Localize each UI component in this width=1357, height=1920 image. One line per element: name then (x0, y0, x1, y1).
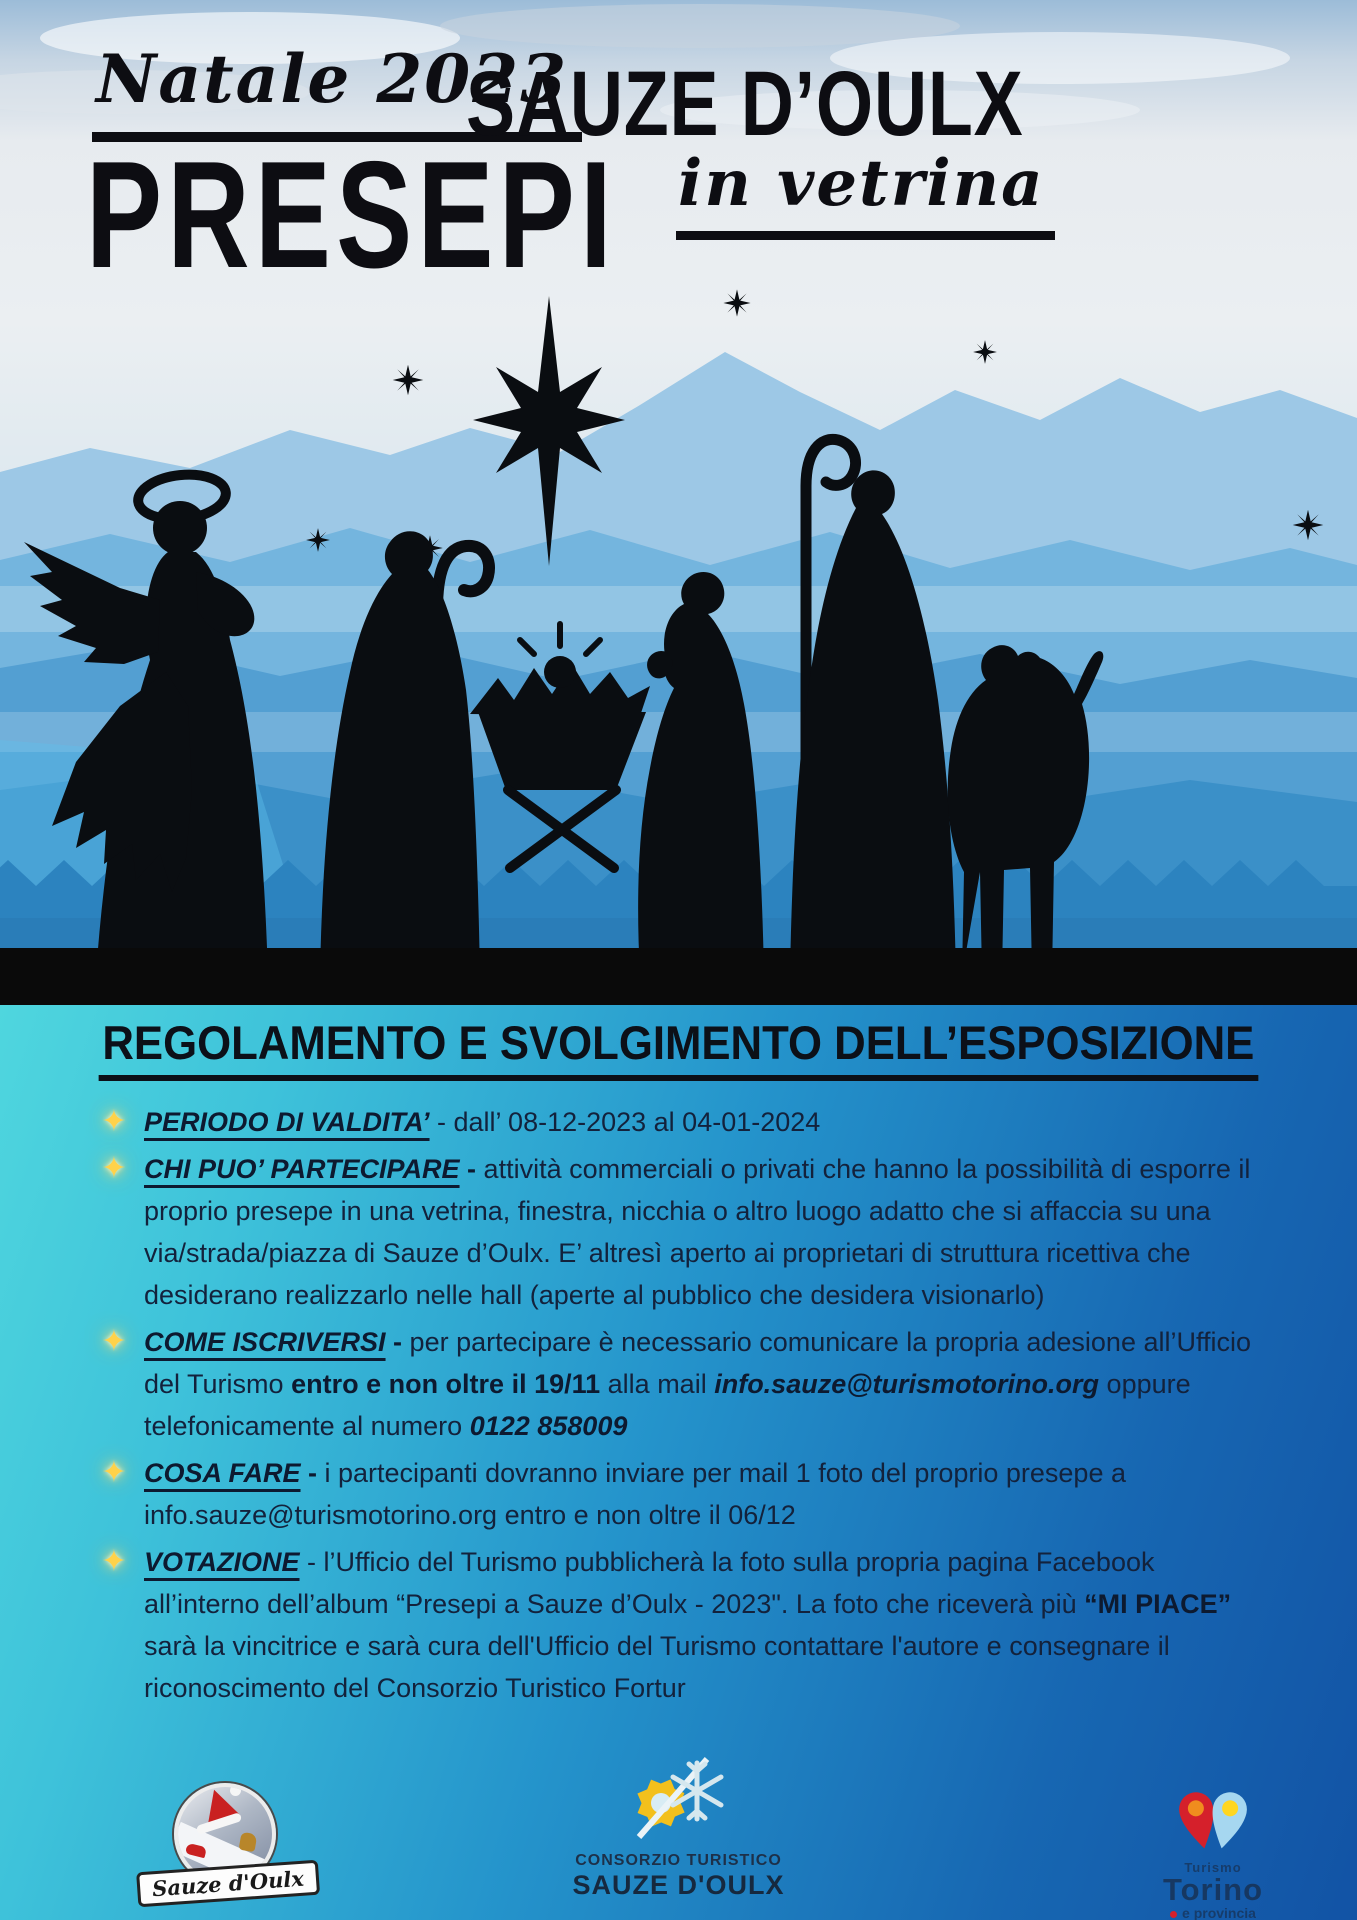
consorzio-label-line2: SAUZE D'OULX (572, 1870, 785, 1900)
skier-icon (239, 1832, 258, 1853)
section-title: REGOLAMENTO E SVOLGIMENTO DELL’ESPOSIZIONE (99, 1015, 1258, 1081)
rule-text: PERIODO DI VALDITA’ - dall’ 08-12-2023 al 04-01-2024 (144, 1107, 821, 1137)
in-vetrina-title: in vetrina (676, 146, 1055, 240)
sauze-doulx-badge-logo (148, 1783, 308, 1901)
torino-label-provincia: e provincia (1128, 1905, 1298, 1920)
torino-label-turismo: Turismo (1184, 1860, 1242, 1875)
rule-item (94, 1321, 1273, 1447)
natale-2023-title: Natale 2023 (92, 40, 582, 142)
rules-section (0, 1005, 1357, 1920)
consorzio-logo (509, 1753, 849, 1901)
rule-item (94, 1452, 1273, 1536)
turismo-torino-logo (1128, 1787, 1298, 1920)
rule-text: VOTAZIONE - l’Ufficio del Turismo pubblicherà la foto sulla propria pagina Facebook all’interno dell’album “Presepi a Sauze d’Oulx - 2023". La foto che riceverà più “MI PIACE” sarà la vincitrice e sarà cura dell'Ufficio del Turismo contattare l'autore e consegnare il riconoscimento del Consorzio Turistico Fortur (144, 1547, 1232, 1703)
rules-list (0, 1101, 1357, 1709)
rule-item (94, 1148, 1273, 1316)
sparkle-icon: ✦ (101, 1545, 127, 1578)
sauze-doulx-title: SAUZE D’OULX (466, 53, 1024, 155)
sparkle-icon: ✦ (101, 1325, 127, 1358)
rule-text: CHI PUO’ PARTECIPARE - attività commerciali o privati che hanno la possibilità di esporre il proprio presepe in una vetrina, finestra, nicchia o altro luogo adatto che si affaccia su una via/strada/piazza di Sauze d’Oulx. E’ altresì aperto ai proprietari di struttura ricettiva che desiderano realizzarlo nelle hall (aperte al pubblico che desidera visionarlo) (144, 1154, 1251, 1310)
consorzio-label-line1: CONSORZIO TURISTICO (575, 1852, 782, 1869)
presepi-title: PRESEPI (86, 130, 617, 300)
rule-text: COME ISCRIVERSI - per partecipare è necessario comunicare la propria adesione all’Ufficio del Turismo entro e non oltre il 19/11 alla mail info.sauze@turismotorino.org oppure telefonicamente al numero 0122 858009 (144, 1327, 1252, 1441)
badge-label: Sauze d'Oulx (136, 1860, 320, 1908)
heart-pin-icon (1165, 1787, 1261, 1855)
ground-bar (0, 948, 1357, 1005)
santa-hat-pom (230, 1785, 241, 1796)
sun-snowflake-icon (619, 1753, 739, 1845)
torino-label-torino: Torino (1162, 1872, 1264, 1907)
sparkle-icon: ✦ (101, 1456, 127, 1489)
rule-item (94, 1541, 1273, 1709)
rule-text: COSA FARE - i partecipanti dovranno inviare per mail 1 foto del proprio presepe a info.sauze@turismotorino.org entro e non oltre il 06/12 (144, 1458, 1126, 1530)
sparkle-icon: ✦ (101, 1152, 127, 1185)
sparkle-icon: ✦ (101, 1105, 127, 1138)
rule-item (94, 1101, 1273, 1143)
